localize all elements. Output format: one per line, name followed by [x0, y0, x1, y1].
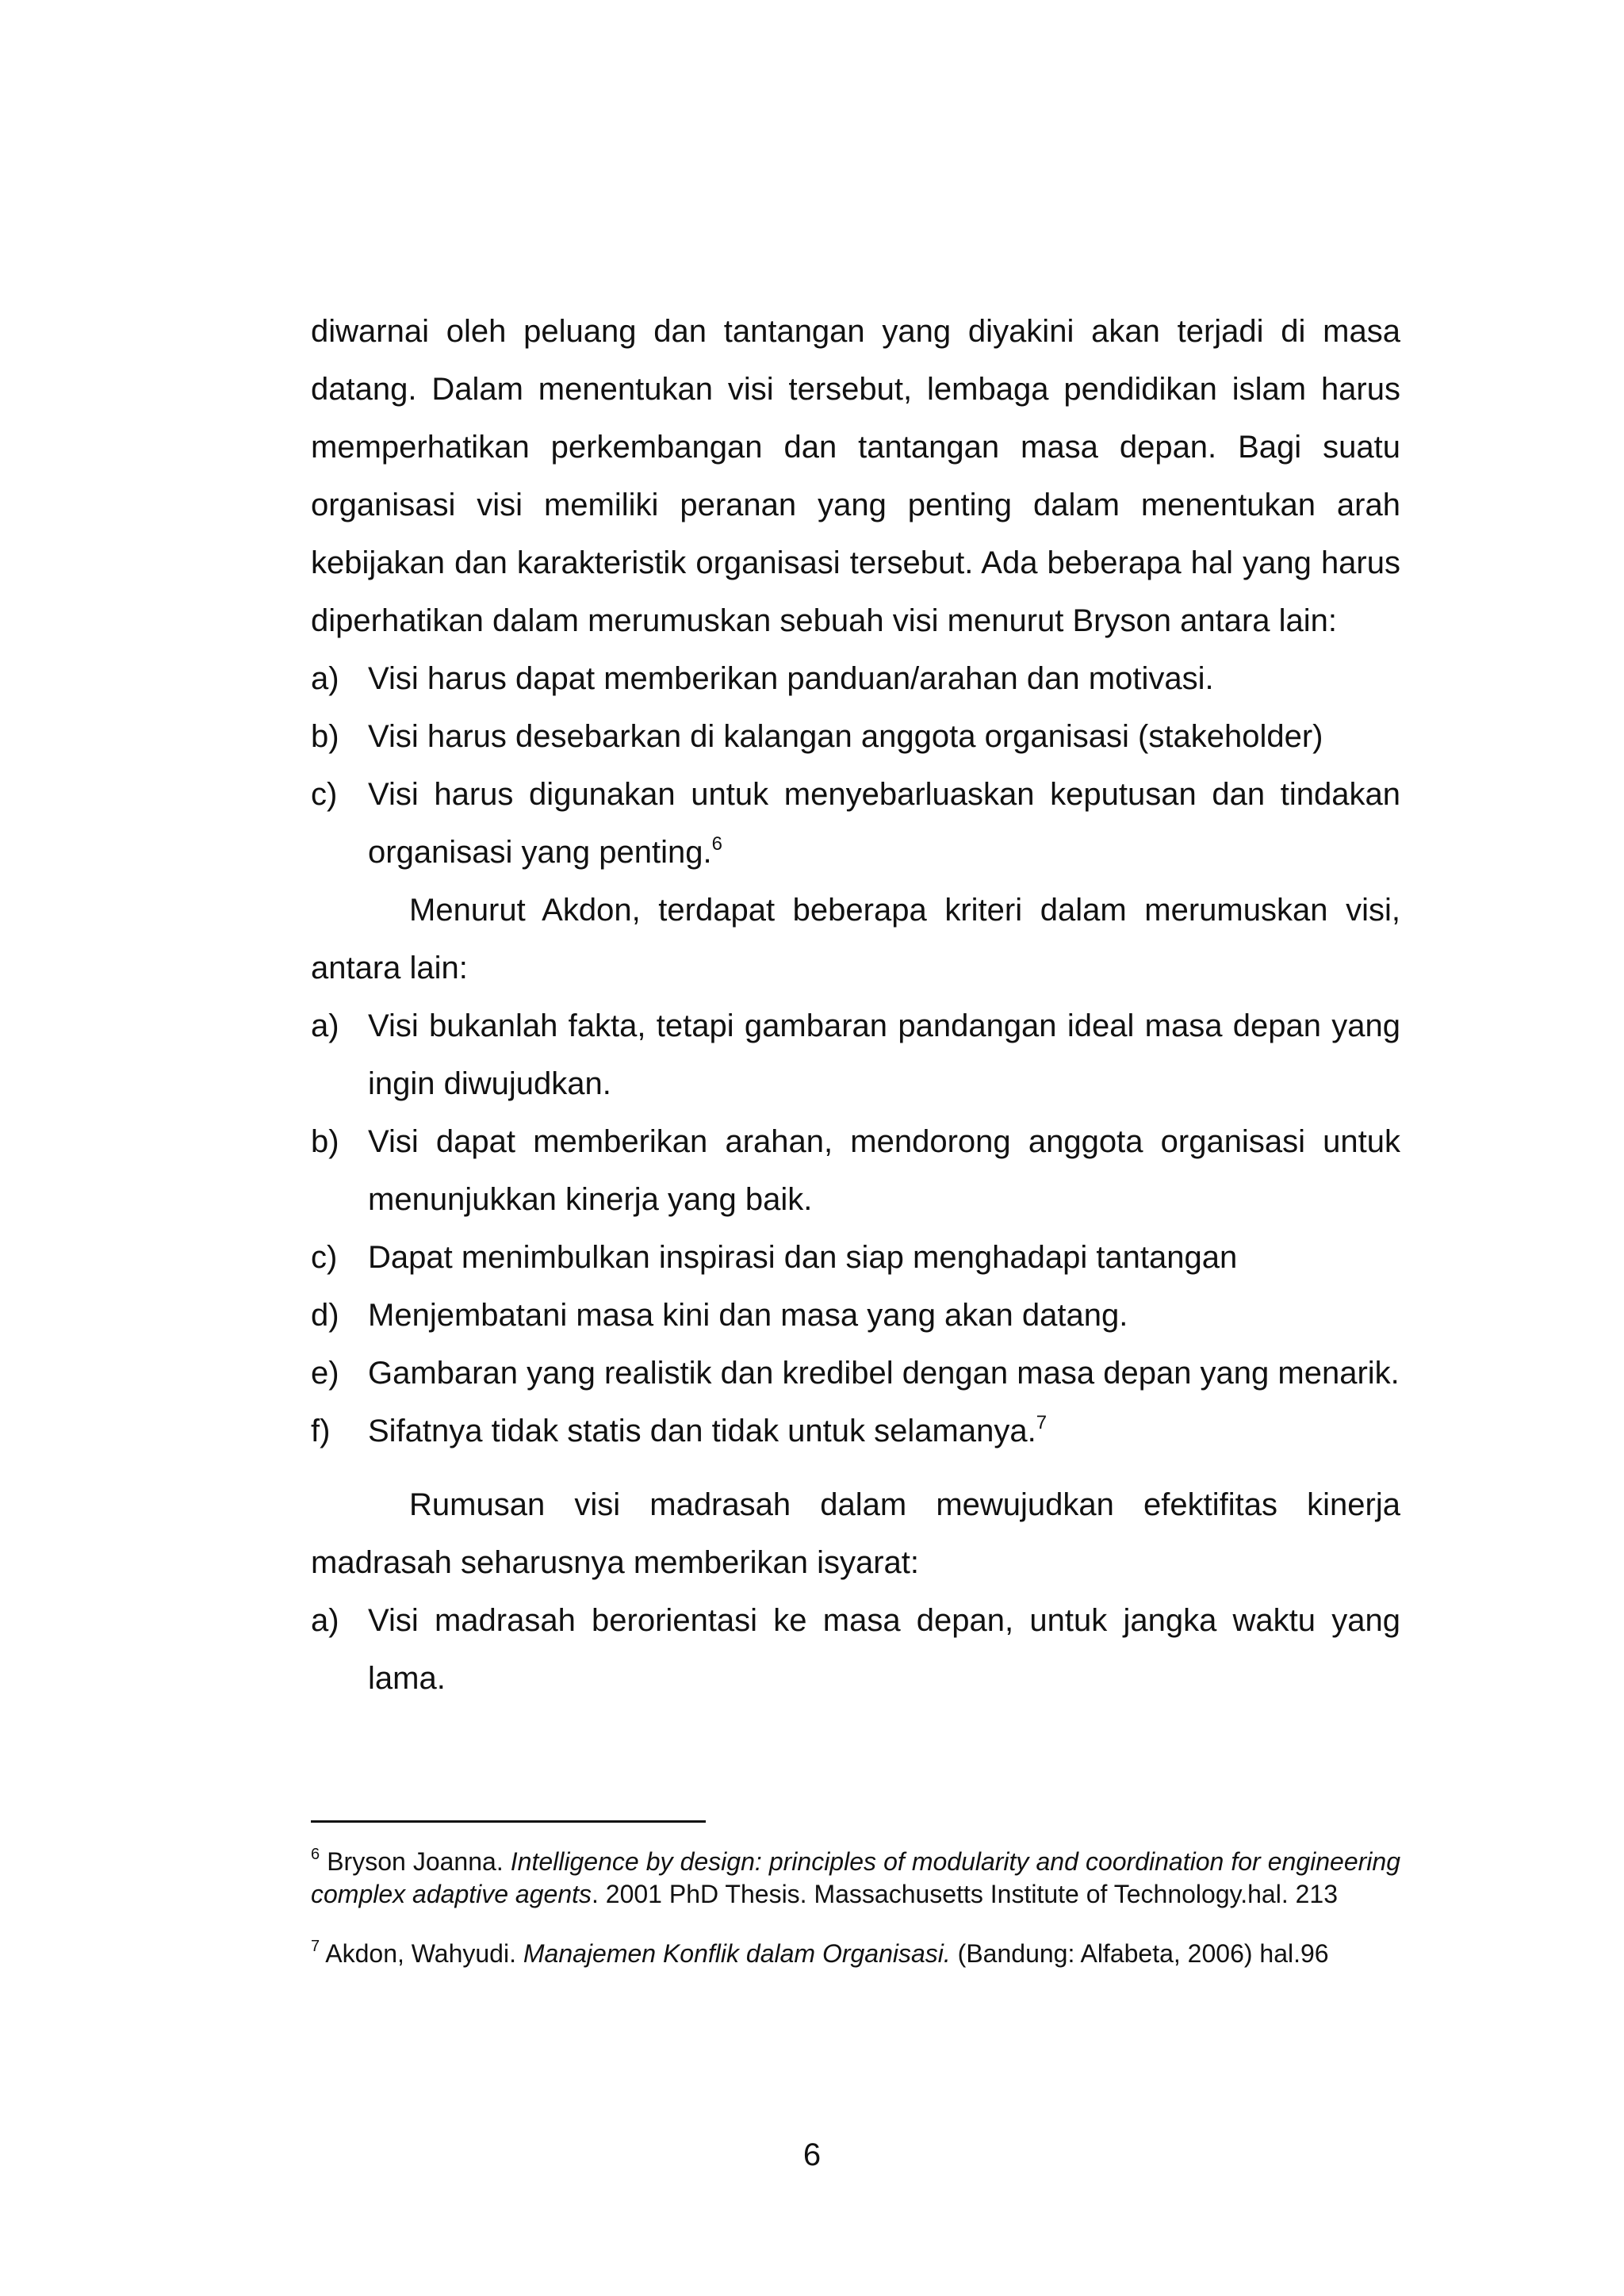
list-marker: a)	[311, 1008, 339, 1043]
paragraph-akdon: Menurut Akdon, terdapat beberapa kriteri dalam merumuskan visi, antara lain:	[311, 893, 1400, 985]
list-item-text: Dapat menimbulkan inspirasi dan siap menghadapi tantangan	[368, 1240, 1238, 1275]
footnotes	[311, 1846, 1400, 1997]
list-marker: e)	[311, 1356, 339, 1391]
list-marker: a)	[311, 661, 339, 696]
footnote-text: . 2001 PhD Thesis. Massachusetts Institute of Technology.hal. 213	[592, 1880, 1338, 1908]
list-item-text: Visi harus desebarkan di kalangan anggota organisasi (stakeholder)	[368, 719, 1323, 754]
list-item-text: Visi dapat memberikan arahan, mendorong anggota organisasi untuk menunjukkan kinerja yang baik.	[368, 1124, 1400, 1217]
footnote-separator	[311, 1820, 706, 1823]
list-item-text: Visi harus digunakan untuk menyebarluaskan keputusan dan tindakan organisasi yang penting.	[368, 777, 1400, 870]
list-bryson-criteria	[311, 650, 1400, 882]
list-item	[311, 1345, 1400, 1402]
list-item	[311, 1229, 1400, 1287]
list-madrasah-signals	[311, 1592, 1400, 1708]
list-item	[311, 1592, 1400, 1708]
footnote-text: (Bandung: Alfabeta, 2006) hal.96	[950, 1939, 1329, 1968]
list-marker: d)	[311, 1298, 339, 1333]
footnote-reference: 6	[711, 833, 722, 855]
list-item	[311, 650, 1400, 708]
footnote-reference: 7	[1036, 1412, 1048, 1433]
footnote-text: Bryson Joanna.	[327, 1847, 511, 1876]
list-item-text: Visi bukanlah fakta, tetapi gambaran pandangan ideal masa depan yang ingin diwujudkan.	[368, 1008, 1400, 1101]
footnote-title: Intelligence by design: principles of modularity and coordination for engineering complex adaptive agents	[311, 1847, 1401, 1908]
list-item	[311, 766, 1400, 882]
list-marker: b)	[311, 719, 339, 754]
footnote-title: Manajemen Konflik dalam Organisasi.	[523, 1939, 951, 1968]
footnote-number: 6	[311, 1846, 320, 1863]
list-marker: c)	[311, 777, 338, 812]
list-item	[311, 708, 1400, 766]
list-akdon-criteria	[311, 997, 1400, 1460]
footnote-7	[311, 1938, 1400, 1970]
list-item-text: Visi harus dapat memberikan panduan/arahan dan motivasi.	[368, 661, 1214, 696]
list-marker: b)	[311, 1124, 339, 1159]
list-item-text: Sifatnya tidak statis dan tidak untuk selamanya.	[368, 1414, 1036, 1448]
paragraph-madrasah: Rumusan visi madrasah dalam mewujudkan efektifitas kinerja madrasah seharusnya memberikan isyarat:	[311, 1487, 1400, 1580]
list-item	[311, 1113, 1400, 1229]
list-marker: c)	[311, 1240, 338, 1275]
list-item	[311, 997, 1400, 1113]
paragraph-intro: diwarnai oleh peluang dan tantangan yang diyakini akan terjadi di masa datang. Dalam menentukan visi tersebut, lembaga pendidikan islam harus memperhatikan perkembangan dan tantangan masa depan. Bagi suatu organisasi visi memiliki peranan yang penting dalam menentukan arah kebijakan dan karakteristik organisasi tersebut. Ada beberapa hal yang harus diperhatikan dalam merumuskan sebuah visi menurut Bryson antara lain:	[311, 314, 1400, 638]
list-item-text: Visi madrasah berorientasi ke masa depan, untuk jangka waktu yang lama.	[368, 1603, 1400, 1696]
list-marker: f)	[311, 1414, 331, 1448]
list-item-text: Gambaran yang realistik dan kredibel dengan masa depan yang menarik.	[368, 1356, 1400, 1391]
footnote-6	[311, 1846, 1400, 1911]
list-item	[311, 1402, 1400, 1460]
list-item-text: Menjembatani masa kini dan masa yang akan datang.	[368, 1298, 1128, 1333]
page-number: 6	[802, 2137, 822, 2172]
footnote-text: Akdon, Wahyudi.	[325, 1939, 523, 1968]
footnote-number: 7	[311, 1938, 320, 1955]
body-text	[311, 303, 1400, 1708]
list-marker: a)	[311, 1603, 339, 1638]
paragraph-gap	[311, 1460, 1400, 1476]
list-item	[311, 1287, 1400, 1345]
